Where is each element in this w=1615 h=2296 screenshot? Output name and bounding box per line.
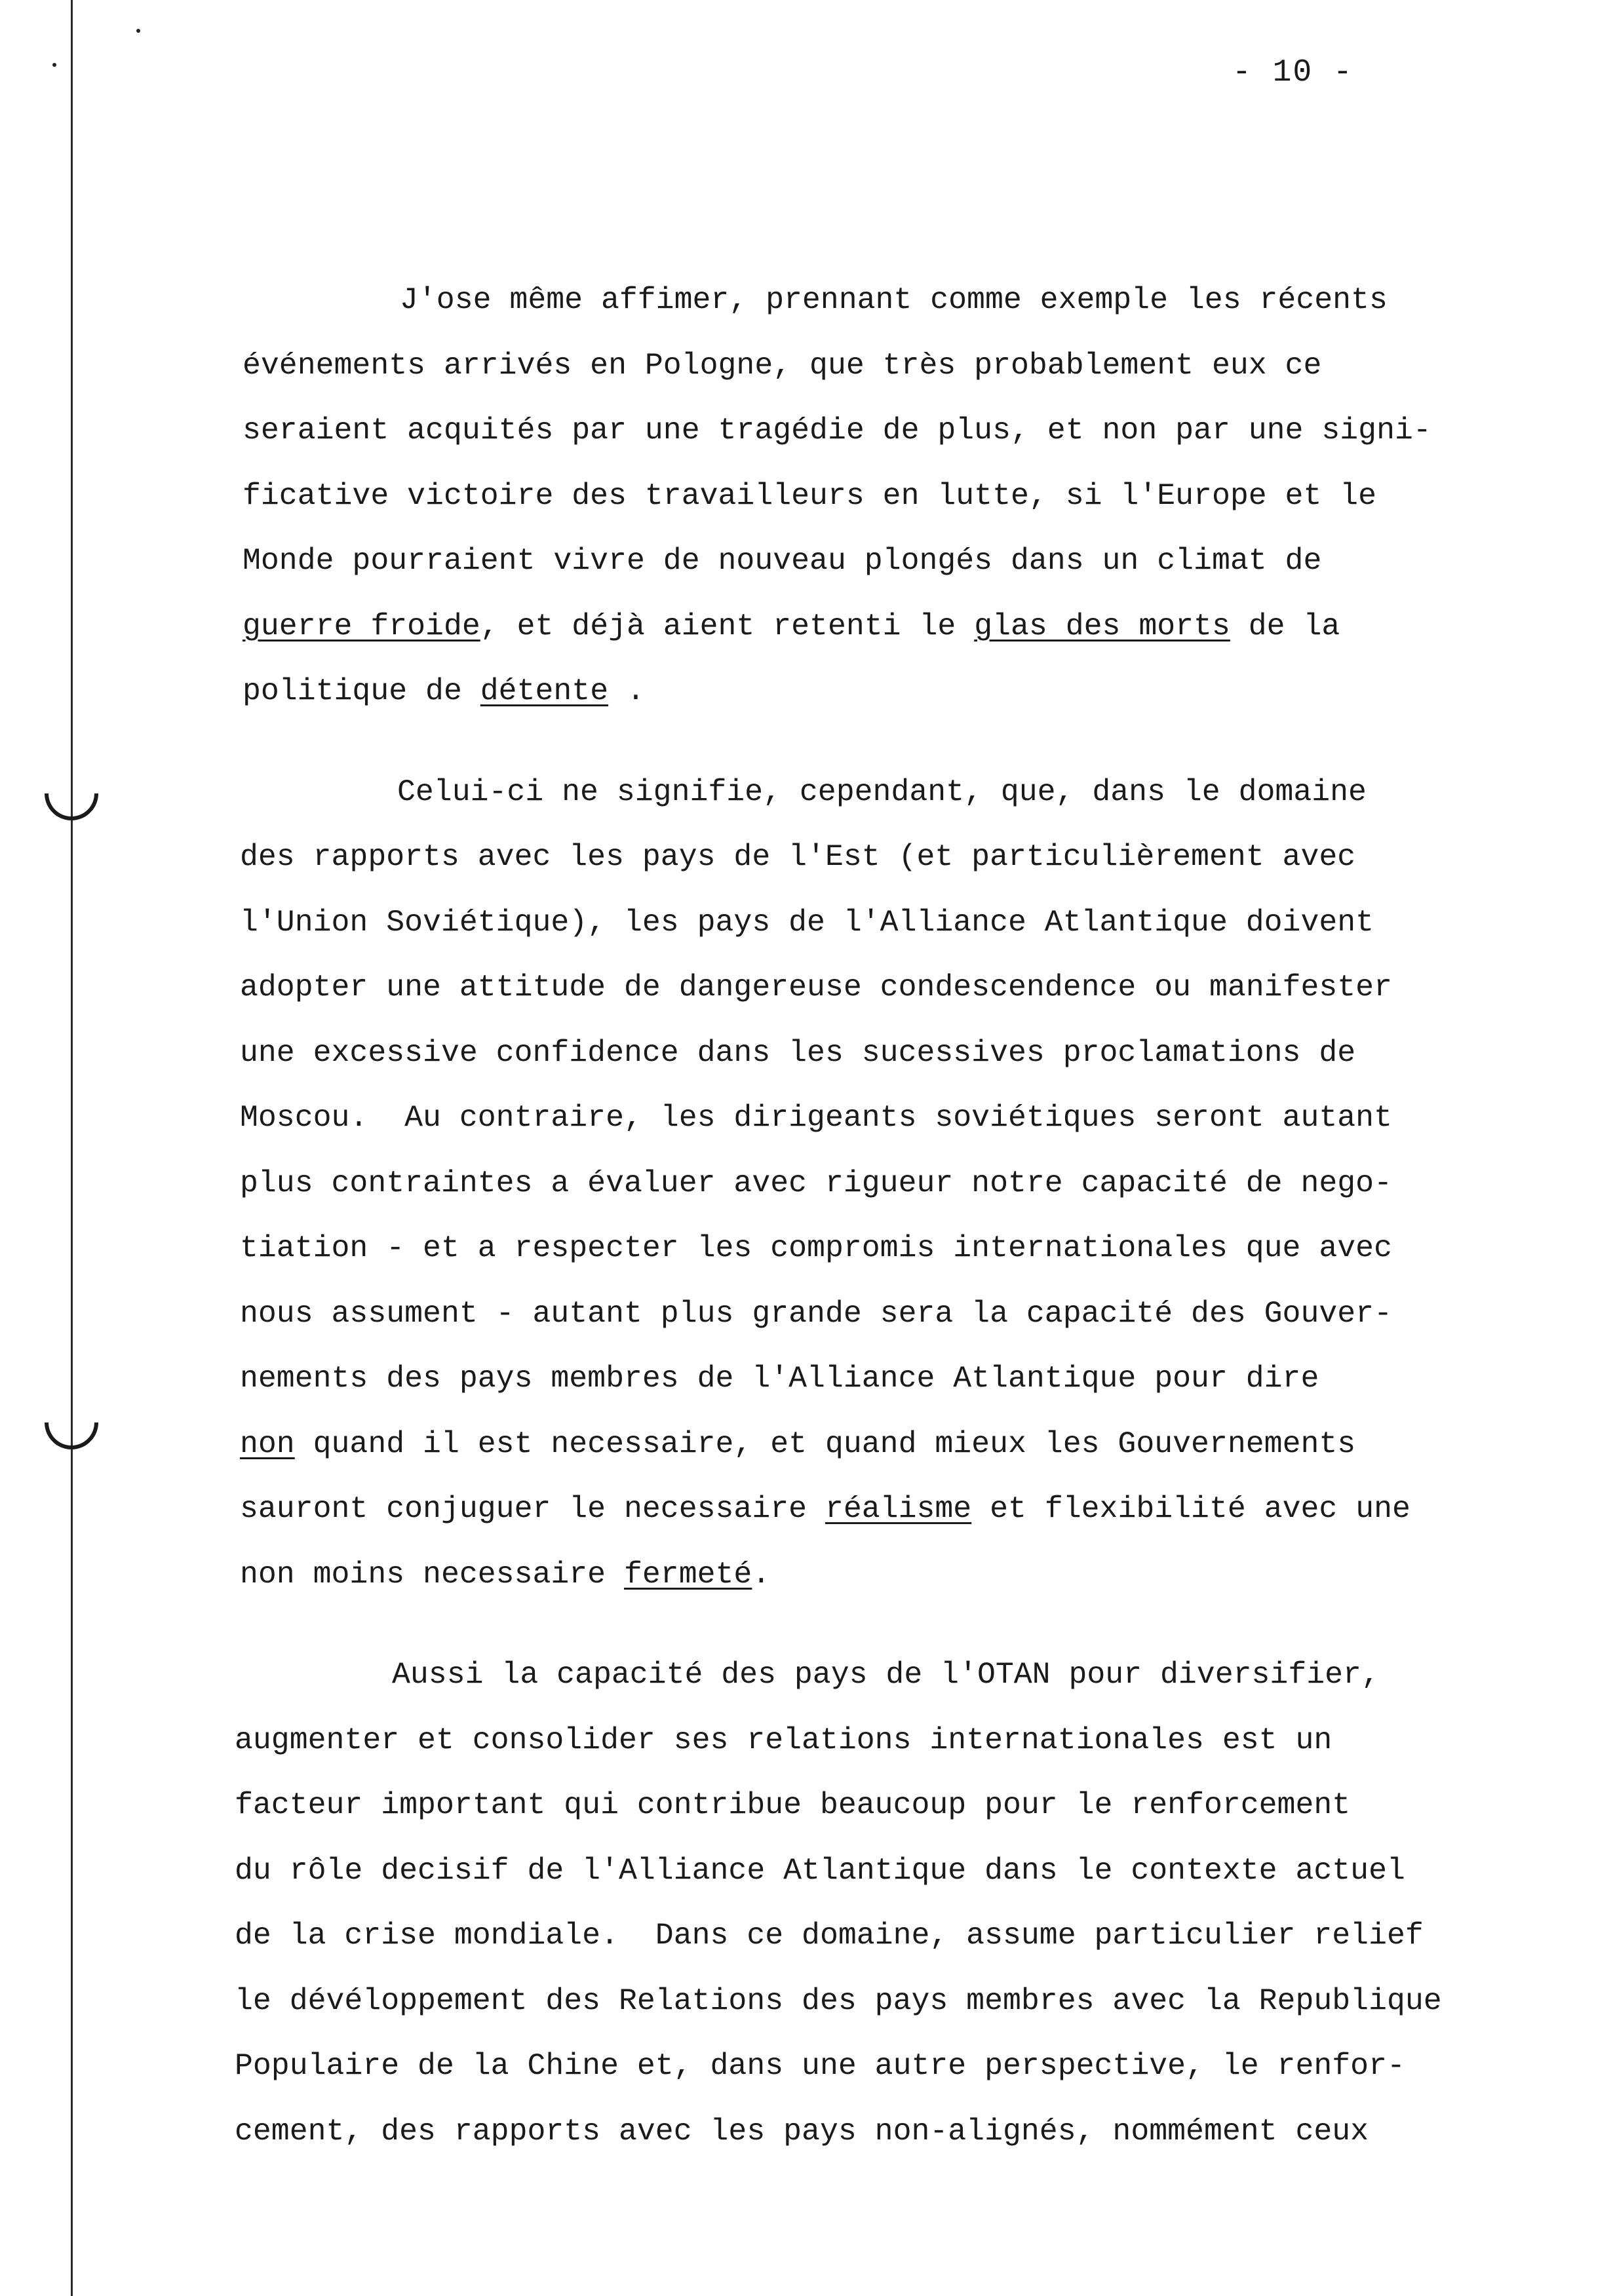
text-line [243,528,1553,594]
underlined-phrase: guerre froide [243,608,480,643]
text-run: nous assument - autant plus grande sera la capacité des Gouver- [240,1295,1392,1331]
text-line [240,759,1553,825]
text-run: Populaire de la Chine et, dans une autre perspective, le renfor- [235,2048,1405,2083]
text-run: plus contraintes a évaluer avec rigueur notre capacité de nego- [240,1165,1392,1200]
text-line [243,463,1553,529]
text-line [240,1281,1553,1347]
text-run: cement, des rapports avec les pays non-alignés, nommément ceux [235,2113,1369,2149]
text-line [243,398,1553,463]
text-run: Monde pourraient vivre de nouveau plongés dans un climat de [243,543,1322,578]
text-line [240,1020,1553,1086]
text-run: l'Union Soviétique), les pays de l'Alliance Atlantique doivent [240,904,1374,940]
text-line [240,890,1553,955]
text-run: Moscou. Au contraire, les dirigeants soviétiques seront autant [240,1100,1392,1135]
text-run: non moins necessaire [240,1556,624,1592]
text-run: et flexibilité avec une [971,1491,1411,1526]
text-run: Aussi la capacité des pays de l'OTAN pour diversifier, [392,1657,1380,1692]
body-text [235,267,1553,2164]
text-line [240,824,1553,890]
text-line [240,1085,1553,1151]
text-line [243,333,1553,398]
underlined-phrase: fermeté [624,1556,752,1592]
text-run: une excessive confidence dans les sucessives proclamations de [240,1035,1356,1070]
text-run: adopter une attitude de dangereuse condescendence ou manifester [240,970,1392,1004]
underlined-phrase: réalisme [825,1491,972,1526]
paragraph [243,267,1553,724]
underlined-phrase: détente [480,674,609,708]
text-run: facteur important qui contribue beaucoup pour le renforcement [235,1788,1351,1822]
paragraph [240,759,1553,1607]
text-line [235,1772,1553,1838]
text-run: événements arrivés en Pologne, que très probablement eux ce [243,347,1322,383]
text-run: des rapports avec les pays de l'Est (et particulièrement avec [240,839,1356,874]
text-run: quand il est necessaire, et quand mieux les Gouvernements [294,1426,1356,1461]
text-run: . [608,674,645,708]
punch-hole-mark [33,1385,109,1461]
punch-hole-mark [33,756,109,832]
text-run: tiation - et a respecter les compromis internationales que avec [240,1231,1392,1265]
underlined-phrase: non [240,1426,295,1461]
paragraph [235,1642,1553,2164]
text-run: le dévéloppement des Relations des pays membres avec la Republique [235,1983,1442,2018]
text-line [235,1708,1553,1773]
text-run: de la crise mondiale. Dans ce domaine, assume particulier relief [235,1918,1424,1953]
text-run: politique de [243,674,480,708]
text-run: du rôle decisif de l'Alliance Atlantique dans le contexte actuel [235,1852,1405,1888]
text-run: . [752,1556,771,1592]
text-line [235,1903,1553,1968]
text-line [235,2099,1553,2164]
text-line [235,1642,1553,1708]
underlined-phrase: glas des morts [974,608,1230,643]
text-run: , et déjà aient retenti le [480,608,975,643]
text-line [240,955,1553,1020]
text-line [235,1838,1553,1904]
text-line [240,1542,1553,1607]
text-line [240,1346,1553,1411]
margin-rule [71,0,73,2296]
text-line [243,659,1553,724]
text-line [235,1968,1553,2034]
text-run: seraient acquités par une tragédie de plus, et non par une signi- [243,413,1431,448]
text-line [240,1215,1553,1281]
text-line [240,1411,1553,1477]
scan-speck [136,29,140,33]
page-number: - 10 - [1232,55,1353,90]
scan-speck [52,63,56,67]
text-run: ficative victoire des travailleurs en lutte, si l'Europe et le [243,478,1377,513]
text-line [235,2033,1553,2099]
text-line [243,594,1553,659]
text-line [240,1476,1553,1542]
text-run: Celui-ci ne signifie, cependant, que, dans le domaine [397,774,1367,809]
text-run: augmenter et consolider ses relations internationales est un [235,1722,1333,1757]
text-run: sauront conjuguer le necessaire [240,1491,825,1526]
text-line [240,1151,1553,1216]
text-run: de la [1230,608,1340,643]
text-run: nements des pays membres de l'Alliance Atlantique pour dire [240,1361,1319,1396]
text-line [243,267,1553,333]
text-run: J'ose même affimer, prennant comme exemple les récents [400,282,1388,317]
